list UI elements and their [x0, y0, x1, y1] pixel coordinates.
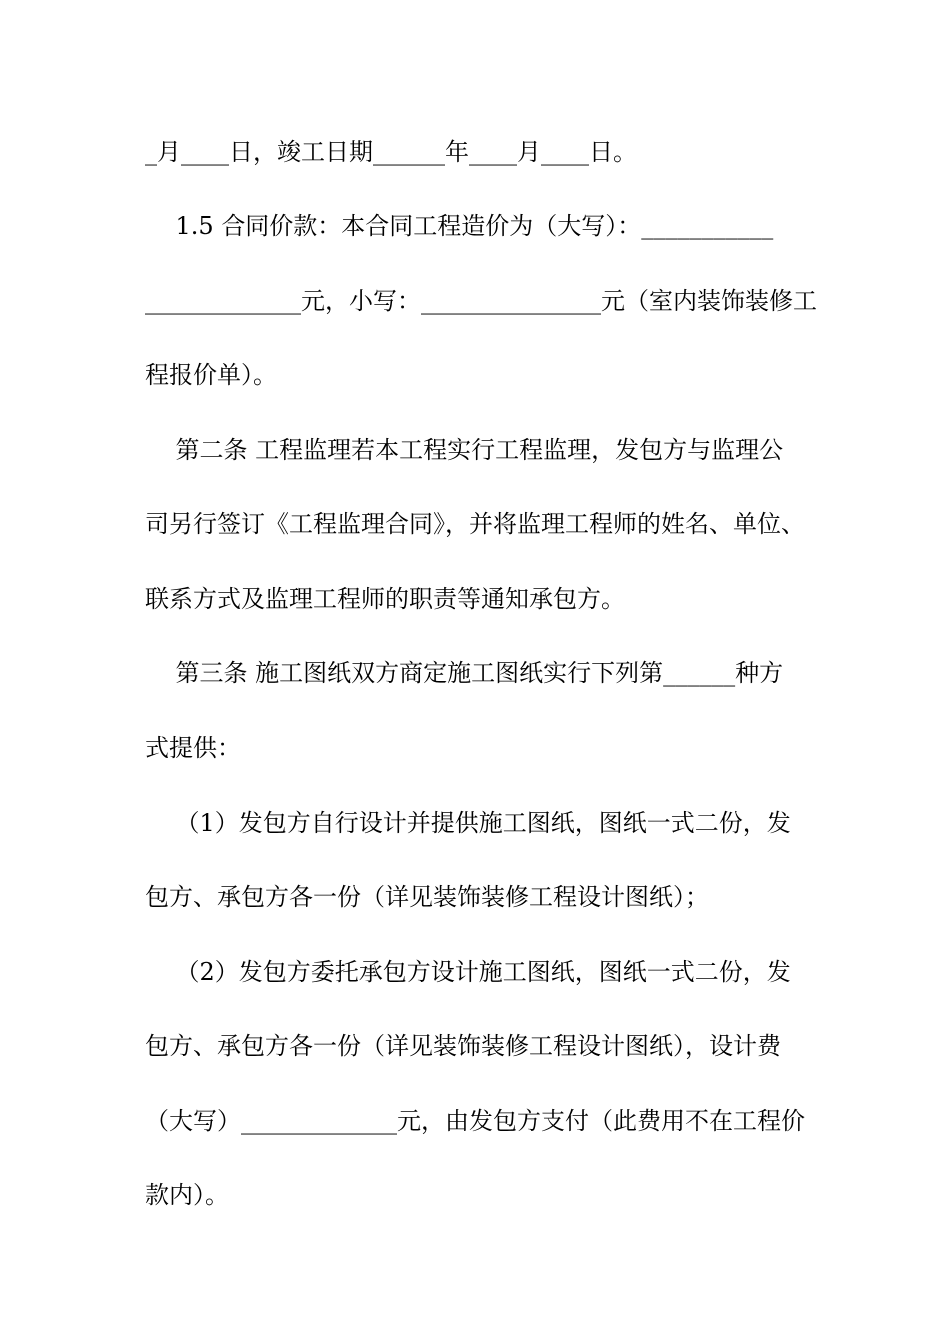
text-line: 联系方式及监理工程师的职责等通知承包方。 — [145, 585, 625, 613]
text-line: 司另行签订《工程监理合同》，并将监理工程师的姓名、单位、 — [145, 510, 805, 538]
text-line: 包方、承包方各一份（详见装饰装修工程设计图纸）； — [145, 883, 709, 911]
text-line: 包方、承包方各一份（详见装饰装修工程设计图纸），设计费 — [145, 1032, 781, 1060]
text-line: （大写）_____________元，由发包方支付（此费用不在工程价 — [145, 1107, 805, 1135]
text-line: 款内）。 — [145, 1181, 229, 1209]
text-line: _月____日，竣工日期______年____月____日。 — [145, 138, 637, 166]
text-line: 式提供： — [145, 734, 241, 762]
text-line: 程报价单）。 — [145, 361, 277, 389]
text-line: _____________元，小写：_______________元（室内装饰装修工 — [145, 287, 817, 315]
text-line: 第二条 工程监理若本工程实行工程监理，发包方与监理公 — [145, 436, 784, 464]
text-line: 1.5 合同价款：本合同工程造价为（大写）：___________ — [145, 212, 774, 240]
text-line: （1）发包方自行设计并提供施工图纸，图纸一式二份，发 — [145, 809, 791, 837]
text-line: 第三条 施工图纸双方商定施工图纸实行下列第______种方 — [145, 659, 784, 687]
text-line: （2）发包方委托承包方设计施工图纸，图纸一式二份，发 — [145, 958, 791, 986]
